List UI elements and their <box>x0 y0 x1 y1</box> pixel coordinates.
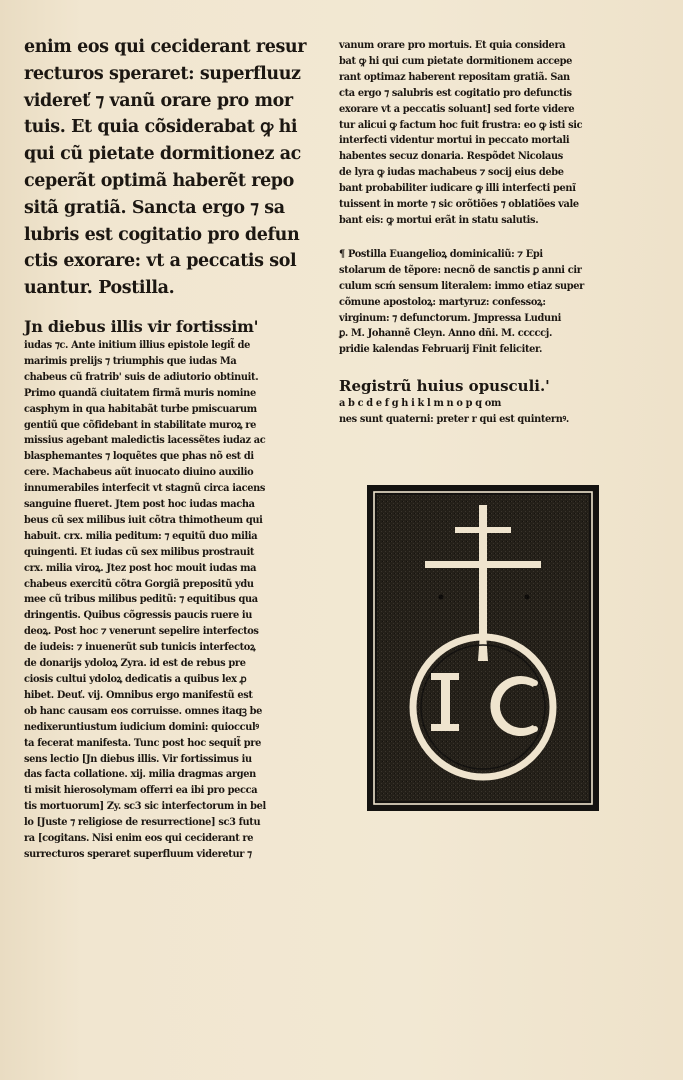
text-line: stolarum de tẽpore: necnõ de sanctis ꝑ anni cir <box>339 264 582 276</box>
text-line: nedixeruntiustum iudicium domini: quiocculꝰ <box>24 721 259 733</box>
text-line: tuis. Et quia cõsiderabat ꝙ hi <box>24 117 298 138</box>
left-large-text <box>24 34 326 302</box>
text-line: culum scḿ sensum literalem: immo etiaz super <box>339 280 584 292</box>
text-line: ra [cogitans. Nisi enim eos qui ceciderant re <box>24 833 254 845</box>
text-line: Primo quandã ciuitatem firmã muris nomine <box>24 387 256 399</box>
text-line: ctis exorare: vt a peccatis sol <box>24 251 297 272</box>
text-line: pridie kalendas Februarij Finit feliciter. <box>339 344 543 356</box>
text-line: ¶ Postilla Euangelioꝝ dominicaliũ: ⁊ Epi <box>339 248 543 260</box>
text-line: a b c d e f g h i k l m n o p q om <box>339 398 501 410</box>
left-small-text <box>24 338 326 863</box>
text-line: missius agebant maledictis lacessẽtes iudaz ac <box>24 435 266 447</box>
text-line: das facta collatione. xij. milia dragmas argen <box>24 769 256 781</box>
text-line: rant optimaz haberent repositam gratiã. San <box>339 71 570 83</box>
text-line: deoꝝ. Post hoc ⁊ venerunt sepelire interfectos <box>24 626 259 638</box>
text-line: de iudeis: ⁊ inuenerũt sub tunicis interfectoꝝ <box>24 642 256 654</box>
text-line: tuissent in morte ⁊ sic orõtiões ⁊ oblatiões vale <box>339 199 579 211</box>
colophon <box>339 247 629 358</box>
text-line: chabeus exercitũ cõtra Gorgiã prepositũ ydu <box>24 578 254 590</box>
text-line: beus cũ sex milibus iuit cõtra thimotheum qui <box>24 514 263 526</box>
text-line: videreť ⁊ vanũ orare pro mor <box>24 90 293 111</box>
text-line: bant eis: ꝙ mortui erãt in statu salutis. <box>339 214 539 226</box>
text-line: iudas ⁊c. Ante initium illius epistole legit̃ de <box>24 339 251 351</box>
register-list <box>339 396 629 428</box>
text-line: de donarijs ydoloꝝ Zyra. id est de rebus pre <box>24 658 246 670</box>
text-line: recturos speraret: superfluuz <box>24 63 301 84</box>
printer-device-woodcut <box>367 485 599 811</box>
text-line: ciosis cultui ydoloꝝ dedicatis a quibus lex ꝓ <box>24 674 247 685</box>
text-line: cere. Machabeus aũt inuocato diuino auxilio <box>24 467 254 479</box>
text-line: sitã gratiã. Sancta ergo ⁊ sa <box>24 197 285 218</box>
text-line: gentiũ que cõfidebant in stabilitate muroꝝ re <box>24 419 256 431</box>
text-line: quingenti. Et iudas cũ sex milibus prostrauit <box>24 546 255 558</box>
text-line: casphym in qua habitabãt turbe pmiscuarum <box>24 403 257 415</box>
text-line: marimis prelijs ⁊ triumphis que iudas Ma <box>24 355 237 367</box>
left-column <box>24 34 326 863</box>
right-text-block-1 <box>339 38 629 229</box>
text-line: cõmune apostoloꝝ: martyruz: confessoꝝ: <box>339 296 546 308</box>
text-line: ꝑ. M. Johannẽ Cleyn. Anno dñi. M. cccccj. <box>339 328 553 340</box>
text-line: habentes secuz donaria. Respõdet Nicolaus <box>339 151 563 163</box>
text-line: sens lectio [Jn diebus illis. Vir fortissimus iu <box>24 753 252 765</box>
text-line: cta ergo ⁊ salubris est cogitatio pro defunctis <box>339 87 572 99</box>
heading-line: Jn diebus illis vir fortissim' <box>24 316 259 336</box>
text-line: bat ꝙ hi qui cum pietate dormitionem accepe <box>339 55 573 67</box>
text-line: ta fecerat manifesta. Tunc post hoc sequit̃ pre <box>24 737 261 749</box>
text-line: ob hanc causam eos corruisse. omnes itaqꝫ be <box>24 705 263 717</box>
text-line: vanum orare pro mortuis. Et quia considera <box>339 40 566 51</box>
text-line: tis mortuorum] Zy. sc3 sic interfectorum in bel <box>24 801 266 813</box>
text-line: enim eos qui ceciderant resur <box>24 37 307 57</box>
text-line: tur alicui ꝙ factum hoc fuit frustra: eo ꝙ isti sic <box>339 119 583 131</box>
text-line: bant probabiliter iudicare ꝙ illi interfecti penĩ <box>339 183 576 195</box>
text-line: qui cũ pietate dormitionez ac <box>24 144 301 165</box>
text-line: mee cũ tribus milibus peditũ: ⁊ equitibus qua <box>24 594 258 606</box>
text-line: de lyra ꝙ iudas machabeus ⁊ socij eius debe <box>339 167 564 179</box>
register-title: Registrũ huius opusculi.' <box>339 377 550 396</box>
text-line: chabeus cũ fratrib' suis de adiutorio obtinuit. <box>24 371 259 383</box>
right-column <box>339 38 629 428</box>
text-line: virginum: ⁊ defunctorum. Jmpressa Luduni <box>339 312 561 324</box>
text-line: habuit. crx. milia peditum: ⁊ equitũ duo milia <box>24 530 258 542</box>
text-line: lo [Juste ⁊ religiose de resurrectione] sc3 futu <box>24 817 261 829</box>
text-line: hibet. Deuť. vij. Omnibus ergo manifestũ est <box>24 689 253 701</box>
text-line: crx. milia viroꝝ. Jtez post hoc mouit iudas ma <box>24 562 257 574</box>
text-line: blasphemantes ⁊ loquẽtes que phas nõ est di <box>24 451 254 463</box>
text-line: ceperãt optimã haberẽt repo <box>24 170 294 191</box>
text-line: exorare vt a peccatis soluant] sed forte videre <box>339 103 575 115</box>
text-line: lubris est cogitatio pro defun <box>24 224 300 245</box>
text-line: surrecturos speraret superfluum videretur ⁊ <box>24 848 252 860</box>
section-heading <box>24 316 326 338</box>
text-line: sanguine flueret. Jtem post hoc iudas macha <box>24 499 255 511</box>
text-line: nes sunt quaterni: preter r qui est quinternꝰ. <box>339 414 569 426</box>
text-line: uantur. Postilla. <box>24 278 175 299</box>
text-line: ti misit hierosolymam offerri ea ibi pro pecca <box>24 785 258 797</box>
text-line: dringentis. Quibus cõgressis paucis ruere iu <box>24 610 253 622</box>
text-line: interfecti videntur mortui in peccato mortali <box>339 135 570 147</box>
text-line: innumerabiles interfecit vt stagnũ circa iacens <box>24 483 266 495</box>
